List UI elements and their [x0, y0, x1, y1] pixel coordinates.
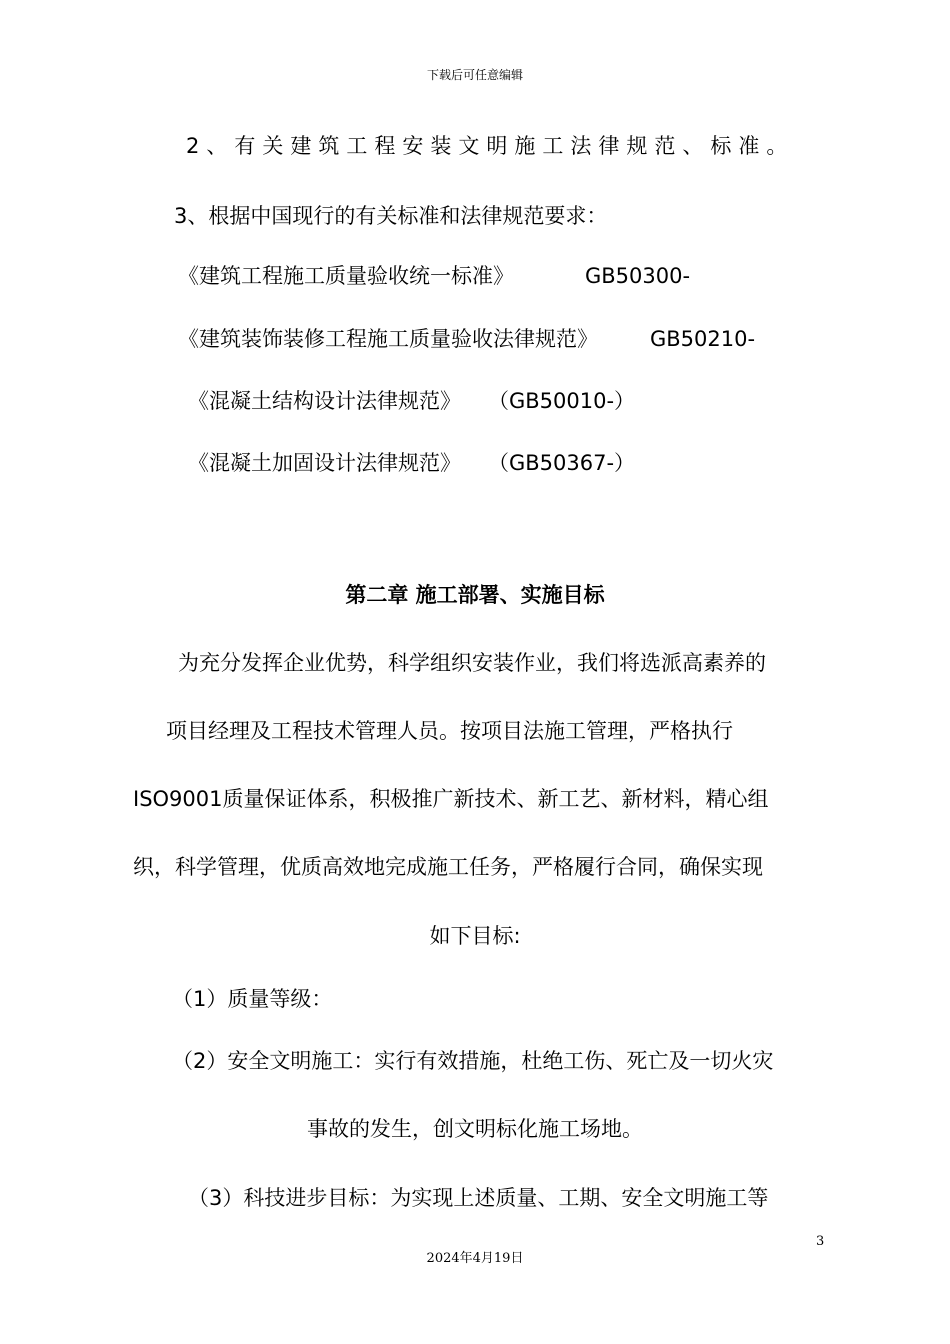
goal-safety: （2）安全文明施工：实行有效措施，杜绝工伤、死亡及一切火灾 — [172, 1049, 774, 1073]
standard-name-2: 《建筑装饰装修工程施工质量验收法律规范》 — [178, 327, 598, 351]
clause-2: 2、有关建筑工程安装文明施工法律规范、标准。 — [186, 134, 795, 158]
standard-code-3: （GB50010-） — [488, 389, 636, 413]
standard-code-4: （GB50367-） — [488, 451, 636, 475]
standard-code-2: GB50210- — [650, 327, 756, 351]
paragraph-line-2: 项目经理及工程技术管理人员。按项目法施工管理，严格执行 — [166, 719, 733, 743]
clause-3: 3、根据中国现行的有关标准和法律规范要求： — [174, 204, 608, 228]
standard-name-3: 《混凝土结构设计法律规范》 — [188, 389, 461, 413]
page-number: 3 — [816, 1234, 825, 1249]
standard-name-1: 《建筑工程施工质量验收统一标准》 — [178, 264, 514, 288]
goal-quality: （1）质量等级： — [172, 987, 333, 1011]
paragraph-line-5: 如下目标: — [429, 924, 521, 948]
goal-safety-continued: 事故的发生，创文明标化施工场地。 — [307, 1117, 643, 1141]
goal-technology: （3）科技进步目标：为实现上述质量、工期、安全文明施工等 — [188, 1186, 769, 1210]
paragraph-line-3: ISO9001质量保证体系，积极推广新技术、新工艺、新材料，精心组 — [133, 787, 769, 811]
paragraph-line-4: 织，科学管理，优质高效地完成施工任务，严格履行合同，确保实现 — [133, 855, 763, 879]
standard-code-1: GB50300- — [585, 264, 691, 288]
paragraph-line-1: 为充分发挥企业优势，科学组织安装作业，我们将选派高素养的 — [178, 651, 766, 675]
standard-name-4: 《混凝土加固设计法律规范》 — [188, 451, 461, 475]
footer-date: 2024年4月19日 — [426, 1251, 524, 1266]
page-header: 下载后可任意编辑 — [426, 68, 523, 82]
chapter-title: 第二章 施工部署、实施目标 — [345, 583, 605, 607]
